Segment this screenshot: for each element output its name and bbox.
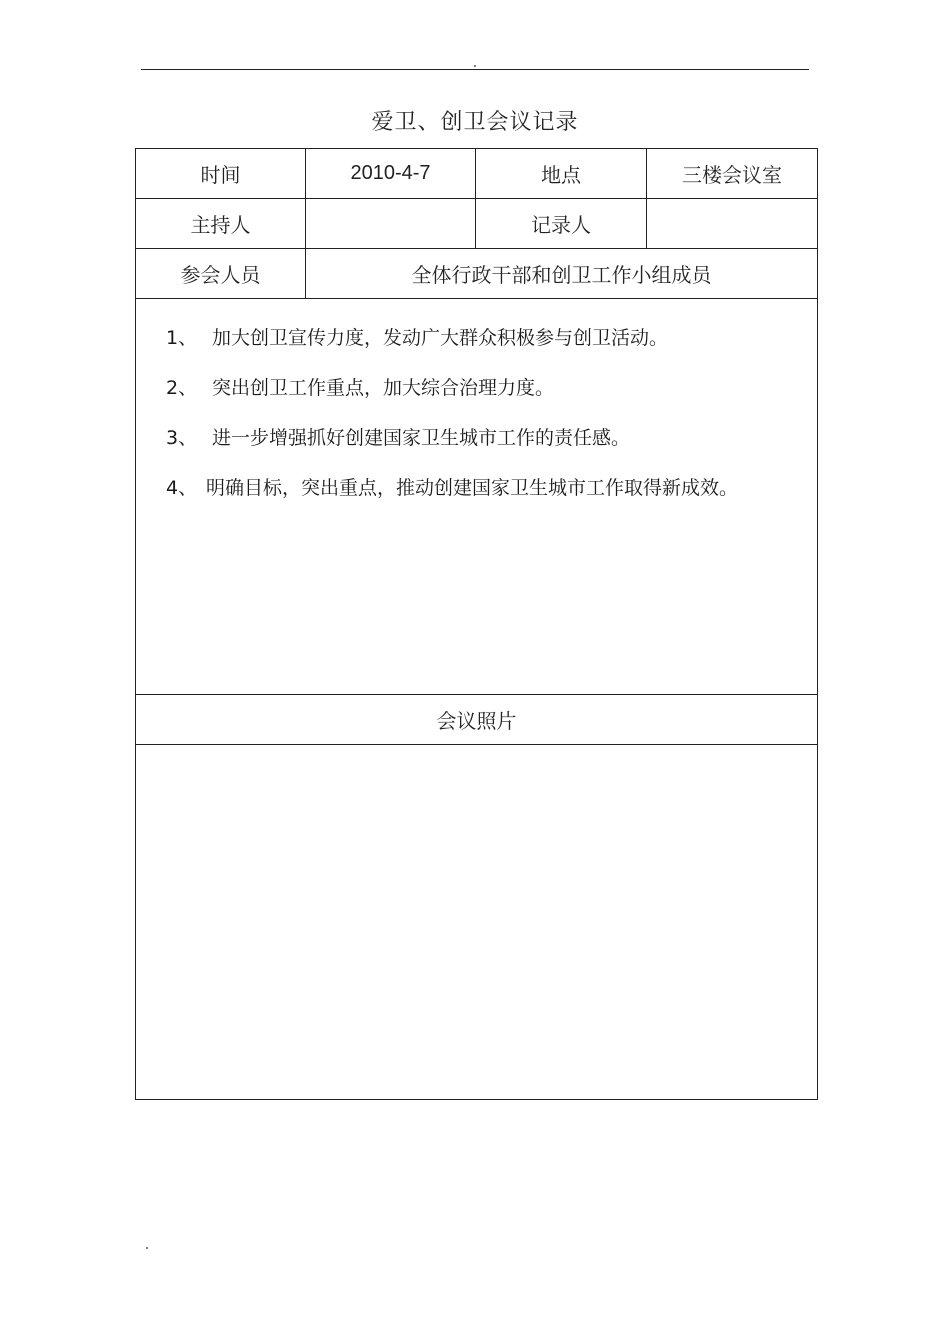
agenda-item <box>166 363 817 413</box>
agenda-item-number: 4、 <box>166 477 198 499</box>
meeting-record-table <box>135 148 818 1100</box>
agenda-list <box>136 299 817 513</box>
agenda-item-text: 加大创卫宣传力度，发动广大群众积极参与创卫活动。 <box>212 327 669 349</box>
header-rule <box>141 69 809 70</box>
agenda-item-number: 3、 <box>166 427 198 449</box>
location-value: 三楼会议室 <box>647 149 818 199</box>
page-title: 爱卫、创卫会议记录 <box>371 110 579 135</box>
agenda-item <box>166 463 817 513</box>
agenda-item-text: 明确目标，突出重点，推动创建国家卫生城市工作取得新成效。 <box>206 477 739 499</box>
attendees-label: 参会人员 <box>136 249 306 299</box>
row-attendees <box>136 249 818 299</box>
footer-dot <box>146 1247 148 1249</box>
agenda-item-number: 1、 <box>166 327 198 349</box>
row-host-recorder <box>136 199 818 249</box>
photos-label: 会议照片 <box>136 695 818 745</box>
time-label: 时间 <box>136 149 306 199</box>
recorder-label: 记录人 <box>476 199 647 249</box>
agenda-cell <box>136 299 818 695</box>
agenda-item <box>166 413 817 463</box>
attendees-value: 全体行政干部和创卫工作小组成员 <box>306 249 818 299</box>
host-label: 主持人 <box>136 199 306 249</box>
header-dot <box>474 65 476 67</box>
row-time-location <box>136 149 818 199</box>
recorder-value <box>647 199 818 249</box>
row-photos-header <box>136 695 818 745</box>
agenda-item-text: 突出创卫工作重点，加大综合治理力度。 <box>212 377 555 399</box>
time-value: 2010-4-7 <box>306 149 476 199</box>
agenda-item-text: 进一步增强抓好创建国家卫生城市工作的责任感。 <box>212 427 631 449</box>
agenda-item-number: 2、 <box>166 377 198 399</box>
location-label: 地点 <box>476 149 647 199</box>
host-value <box>306 199 476 249</box>
photos-area <box>136 745 818 1100</box>
row-agenda <box>136 299 818 695</box>
row-photos-area <box>136 745 818 1100</box>
agenda-item <box>166 313 817 363</box>
